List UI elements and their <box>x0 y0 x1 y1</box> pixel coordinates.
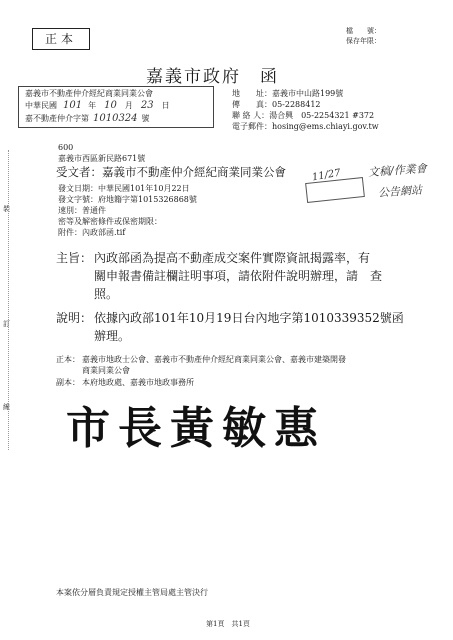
copy-recipients-label: 副本： <box>56 378 80 387</box>
delegation-note: 本案依分層負責規定授權主管局處主管決行 <box>56 588 208 597</box>
handwritten-note-date: 11/27 <box>311 167 342 184</box>
handwritten-note-1: 文稿/作業會 <box>367 161 428 180</box>
receipt-date-prefix: 中華民國 <box>25 101 57 110</box>
contact-fax: 傳 真：05-2288412 <box>232 100 321 109</box>
desc-line-1: 依據內政部101年10月19日台內地字第1010339352號函 <box>94 311 404 325</box>
secrecy: 密等及解密條件或保密期限： <box>58 217 162 226</box>
receipt-stamp <box>18 86 214 128</box>
mayor-signature: 市長黃敏惠 <box>66 403 326 454</box>
desc-label: 說明： <box>56 311 93 325</box>
margin-mark-ding: 訂 <box>3 320 10 328</box>
contact-person: 聯 絡 人：湯合興 05-2254321 #372 <box>232 111 375 120</box>
postal-code: 600 <box>58 143 74 152</box>
contact-email: 電子郵件：hosing@ems.chiayi.gov.tw <box>232 122 379 131</box>
receipt-day: 23 <box>140 100 154 111</box>
receipt-no-suffix: 號 <box>141 114 150 123</box>
receipt-year-unit: 年 <box>88 101 97 110</box>
recipient: 受文者：嘉義市不動產仲介經紀商業同業公會 <box>56 165 286 179</box>
page-number: 第1頁 共1頁 <box>206 620 250 628</box>
zhengben-stamp: 正本 <box>32 28 90 50</box>
copy-recipients: 本府地政處、嘉義市地政事務所 <box>82 378 194 387</box>
receipt-month-unit: 月 <box>124 101 133 110</box>
recipient-address: 嘉義市西區新民路671號 <box>58 154 146 163</box>
subject-line-2: 關申報書備註欄註明事項，請依附件說明辦理，請 查 <box>94 269 383 283</box>
document-title: 嘉義市政府 函 <box>146 67 279 87</box>
main-recipients-line-2: 商業同業公會 <box>82 366 130 375</box>
desc-line-2: 辦理。 <box>94 329 131 343</box>
attachment: 附件：內政部函.tif <box>58 228 126 237</box>
doc-number: 發文字號：府地籍字第1015326868號 <box>58 195 197 204</box>
receipt-no-prefix: 嘉不動產仲介字第 <box>25 114 89 123</box>
margin-mark-xian: 線 <box>3 403 10 411</box>
subject-line-3: 照。 <box>94 287 119 301</box>
receipt-line-1: 嘉義市不動產仲介經紀商業同業公會 <box>25 89 153 98</box>
main-recipients-line-1: 嘉義市地政士公會、嘉義市不動產仲介經紀商業同業公會、嘉義市建築開發 <box>82 355 346 364</box>
main-recipients-label: 正本： <box>56 355 80 364</box>
receipt-no: 1010324 <box>93 113 138 124</box>
receipt-day-unit: 日 <box>161 101 170 110</box>
contact-address: 地 址：嘉義市中山路199號 <box>232 89 344 98</box>
subject-line-1: 內政部函為提高不動產成交案件實際資訊揭露率，有 <box>94 251 371 265</box>
receipt-line-2 <box>25 101 170 110</box>
receipt-month: 10 <box>104 100 117 111</box>
speed: 速別：普通件 <box>58 206 106 215</box>
receipt-line-3 <box>25 114 150 123</box>
margin-mark-zhuang: 裝 <box>3 205 10 213</box>
subject-label: 主旨： <box>56 251 93 265</box>
receipt-year: 101 <box>63 100 83 111</box>
handwritten-note-2: 公告網站 <box>377 183 423 200</box>
issue-date: 發文日期：中華民國101年10月22日 <box>58 184 190 193</box>
margin-dotted-line <box>8 150 9 450</box>
keep-years-label: 保存年限： <box>346 37 381 45</box>
file-no-label: 檔 號： <box>346 27 381 35</box>
